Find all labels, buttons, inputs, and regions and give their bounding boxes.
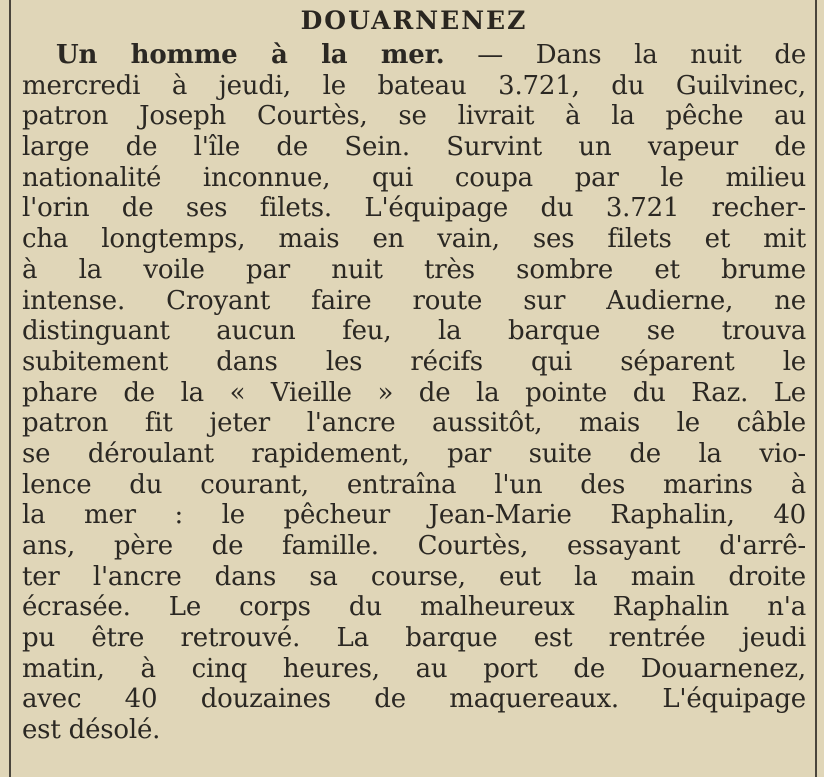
article-line: se déroulant rapidement, par suite de la vio- bbox=[22, 438, 806, 469]
article-headline: DOUARNENEZ bbox=[300, 6, 528, 35]
article-line: cha longtemps, mais en vain, ses filets et mit bbox=[22, 224, 806, 255]
article-line: avec 40 douzaines de maquereaux. L'équipage bbox=[22, 684, 806, 715]
article-line: écrasée. Le corps du malheureux Raphalin n'a bbox=[22, 592, 806, 623]
column-rule-left bbox=[9, 0, 11, 777]
article-line: subitement dans les récifs qui séparent le bbox=[22, 346, 806, 377]
article-lead: Un homme à la mer. bbox=[56, 40, 445, 70]
article-line: phare de la « Vieille » de la pointe du Raz. Le bbox=[22, 377, 806, 408]
article bbox=[22, 4, 806, 746]
article-line: matin, à cinq heures, au port de Douarnenez, bbox=[22, 653, 806, 684]
article-line: intense. Croyant faire route sur Audierne, ne bbox=[22, 285, 806, 316]
article-line: lence du courant, entraîna l'un des marins à bbox=[22, 469, 806, 500]
article-line: distinguant aucun feu, la barque se trouva bbox=[22, 316, 806, 347]
article-line: patron fit jeter l'ancre aussitôt, mais le câble bbox=[22, 408, 806, 439]
article-line: large de l'île de Sein. Survint un vapeur de bbox=[22, 132, 806, 163]
article-line: mercredi à jeudi, le bateau 3.721, du Guilvinec, bbox=[22, 70, 806, 101]
article-line: la mer : le pêcheur Jean-Marie Raphalin, 40 bbox=[22, 500, 806, 531]
article-line: pu être retrouvé. La barque est rentrée jeudi bbox=[22, 623, 806, 654]
article-line: nationalité inconnue, qui coupa par le milieu bbox=[22, 162, 806, 193]
column-rule-right bbox=[815, 0, 817, 777]
article-line: ter l'ancre dans sa course, eut la main droite bbox=[22, 561, 806, 592]
article-line: l'orin de ses filets. L'équipage du 3.721 recher- bbox=[22, 193, 806, 224]
article-line: à la voile par nuit très sombre et brume bbox=[22, 254, 806, 285]
article-line-text: — Dans la nuit de bbox=[444, 40, 806, 70]
article-line: ans, père de famille. Courtès, essayant d'arrê- bbox=[22, 531, 806, 561]
article-line: patron Joseph Courtès, se livrait à la pêche au bbox=[22, 101, 806, 132]
article-line: est désolé. bbox=[22, 715, 161, 746]
article-line bbox=[22, 40, 806, 71]
article-body bbox=[22, 40, 806, 746]
